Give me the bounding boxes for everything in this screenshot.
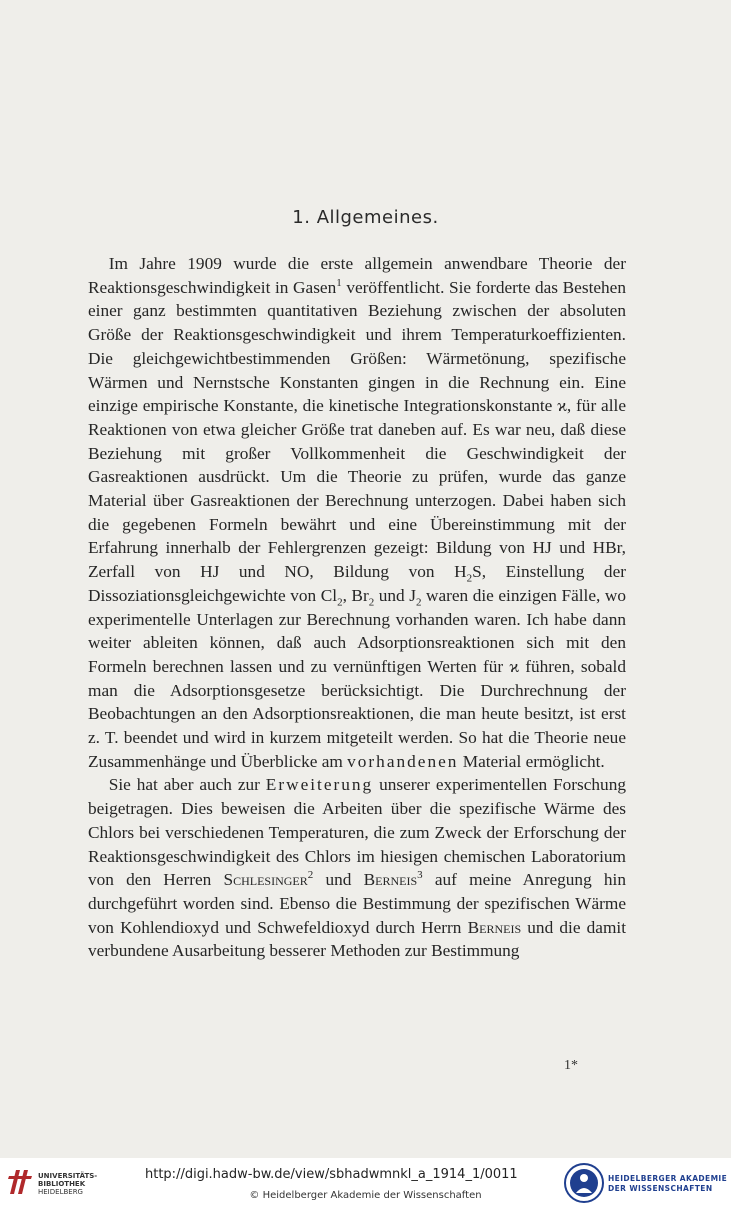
text-run: waren die einzigen Fälle, wo experimentelle Unterlagen zur Berechnung vorhanden waren. Ich habe dann weiter ableiten können, daß auch Adsorptionsreaktionen sich mit den Formeln berechnen lassen und zu vernünftigen Werten für ϰ führen, sobald man die Adsorptionsgesetze berücksichtigt. Die Durchrechnung der Beobachtungen an den Adsorptionsreaktionen, die man heute besitzt, ist erst z. T. beendet und wird in kurzem mitgeteilt werden. So hat die Theorie neue Zusammenhänge und Überblicke am: [88, 585, 626, 771]
copyright-notice: © Heidelberger Akademie der Wissenschaften: [249, 1190, 482, 1201]
text-run: veröffentlicht. Sie forderte das Bestehen einer ganz bestimmten quantitativen Beziehung zwischen der absoluten Größe der Reaktionsgeschwindigkeit und ihrem Temperaturkoeffizienten. Die gleichgewichtbestimmenden Größen: Wärmetönung, spezifische Wärmen und Nernstsche Konstanten gingen in die Rechnung ein. Eine einzige empirische Konstante, die kinetische Integrationskonstante ϰ, für alle Reaktionen von etwa gleicher Größe trat daneben auf. Es war neu, daß diese Beziehung mit großer Vollkommenheit die Geschwindigkeit der Gasreaktionen ausdrückt. Um die Theorie zu prüfen, wurde das ganze Material über Gasreaktionen der Berechnung unterzogen. Dabei haben sich die gegebenen Formeln bewährt und eine Übereinstimmung mit der Erfahrung innerhalb der Fehlergrenzen gezeigt: Bildung von HJ und HBr, Zerfall von HJ und NO, Bildung von H: [88, 277, 626, 582]
footnote-ref-1: 1: [336, 276, 342, 289]
text-run: unserer experimentellen Forschung beigetragen. Dies beweisen die Arbeiten über die spezifische Wärme des Chlors bei verschiedenen Temperaturen, die zum Zweck der Erforschung der Reaktionsgeschwindigkeit des Chlors im hiesigen chemischen Laboratorium von den Herren: [88, 775, 626, 890]
text-run: und J: [374, 585, 416, 605]
text-run: und die damit verbundene Ausarbeitung besserer Methoden zur Bestimmung: [88, 917, 626, 961]
viewer-footer: [0, 1158, 731, 1208]
text-run: auf meine Anregung hin durchgeführt worden sind. Ebenso die Bestimmung der spezifischen Wärme von Kohlendioxyd und Schwefeldioxyd durch Herrn: [88, 870, 627, 937]
academy-logo-text: [608, 1174, 727, 1194]
subscript: 2: [466, 572, 473, 585]
academy-logo[interactable]: [564, 1161, 729, 1205]
academy-line-2: DER WISSENSCHAFTEN: [608, 1184, 713, 1193]
person-name: Berneis: [467, 917, 522, 937]
paragraph-2: [88, 773, 626, 963]
page-signature: 1*: [564, 1058, 578, 1073]
academy-seal-icon: [564, 1161, 604, 1205]
person-name: Berneis: [363, 870, 418, 890]
text-run: S, Einstellung der Dissoziationsgleichgewichte von Cl: [88, 562, 626, 605]
body-text: [88, 252, 626, 963]
text-run: , Br: [342, 585, 369, 605]
footnote-ref-3: 3: [417, 869, 423, 882]
permalink-url[interactable]: http://digi.hadw-bw.de/view/sbhadwmnkl_a_1914_1/0011: [145, 1167, 518, 1182]
section-heading: 1. Allgemeines.: [292, 207, 439, 228]
library-line-1: UNIVERSITÄTS-: [38, 1172, 98, 1180]
footnote-ref-2: 2: [307, 869, 314, 882]
emphasis-spaced: vorhandenen: [347, 751, 459, 771]
library-line-3: HEIDELBERG: [38, 1188, 83, 1196]
text-run: Im Jahre 1909 wurde die erste allgemein anwendbare Theorie der Reaktionsgeschwindigkeit in Gasen: [88, 254, 626, 297]
text-run: Material ermöglicht.: [458, 751, 605, 771]
text-run: Sie hat aber auch zur: [108, 775, 266, 795]
emphasis-spaced: Erweiterung: [265, 775, 374, 795]
library-line-2: BIBLIOTHEK: [38, 1180, 86, 1188]
subscript: 2: [337, 596, 343, 609]
paragraph-1: [88, 252, 626, 773]
person-name: Schlesinger: [223, 870, 308, 890]
subscript: 2: [415, 596, 422, 609]
academy-line-1: HEIDELBERGER AKADEMIE: [608, 1174, 728, 1183]
subscript: 2: [368, 596, 375, 609]
text-run: und: [313, 870, 364, 890]
